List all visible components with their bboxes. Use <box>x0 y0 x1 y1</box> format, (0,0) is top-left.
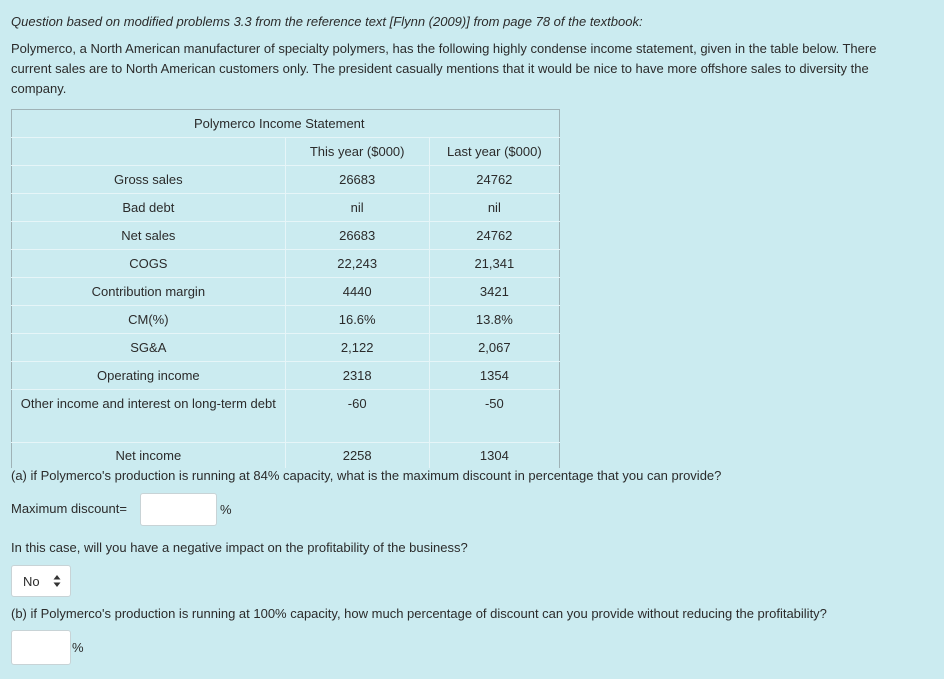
this-year-value: 2318 <box>285 362 429 390</box>
impact-select-value: No <box>23 573 40 589</box>
row-label: Contribution margin <box>12 278 286 306</box>
question-intro <box>11 12 931 99</box>
last-year-value: -50 <box>429 390 559 443</box>
table-row <box>12 278 560 306</box>
row-label: Bad debt <box>12 194 286 222</box>
select-arrows-icon <box>53 574 61 588</box>
last-year-value: nil <box>429 194 559 222</box>
header-this-year: This year ($000) <box>285 138 429 166</box>
table-title: Polymerco Income Statement <box>12 110 560 138</box>
row-label: Net sales <box>12 222 286 250</box>
last-year-value: 2,067 <box>429 334 559 362</box>
table-row <box>12 306 560 334</box>
question-impact-text: In this case, will you have a negative impact on the profitability of the business? <box>11 540 468 555</box>
table-row <box>12 194 560 222</box>
this-year-value: 2,122 <box>285 334 429 362</box>
table-row <box>12 222 560 250</box>
this-year-value: 26683 <box>285 222 429 250</box>
row-label-text: Other income and interest on long-term debt <box>20 396 276 411</box>
table-row <box>12 250 560 278</box>
maximum-discount-unit: % <box>220 502 232 517</box>
question-a-text: (a) if Polymerco's production is running at 84% capacity, what is the maximum discount in percentage that you can provide? <box>11 468 722 483</box>
table-title-row <box>12 110 560 138</box>
row-label: CM(%) <box>12 306 286 334</box>
row-label: Net income <box>115 448 182 463</box>
this-year-value: nil <box>285 194 429 222</box>
last-year-value: 24762 <box>429 166 559 194</box>
this-year-value: 26683 <box>285 166 429 194</box>
header-cell-empty <box>12 138 286 166</box>
table-row <box>12 334 560 362</box>
last-year-value: 21,341 <box>429 250 559 278</box>
this-year-value: 16.6% <box>285 306 429 334</box>
maximum-discount-label: Maximum discount= <box>11 501 127 516</box>
row-label: Gross sales <box>12 166 286 194</box>
question-source-title: Question based on modified problems 3.3 from the reference text [Flynn (2009)] from page 78 of the textbook: <box>11 14 643 29</box>
row-label: COGS <box>12 250 286 278</box>
income-statement-table <box>11 109 560 468</box>
table-row <box>12 166 560 194</box>
this-year-value: -60 <box>285 390 429 443</box>
impact-select[interactable] <box>11 565 71 597</box>
table-row <box>12 390 560 443</box>
this-year-value: 4440 <box>285 278 429 306</box>
maximum-discount-input[interactable] <box>140 493 217 526</box>
last-year-value: 24762 <box>429 222 559 250</box>
last-year-value: 1304 <box>429 443 559 469</box>
table-row <box>12 443 560 469</box>
this-year-value: 22,243 <box>285 250 429 278</box>
question-b-text: (b) if Polymerco's production is running at 100% capacity, how much percentage of discount can you provide without reducing the profitability? <box>11 606 827 621</box>
row-label: Operating income <box>12 362 286 390</box>
table-header-row <box>12 138 560 166</box>
last-year-value: 13.8% <box>429 306 559 334</box>
header-last-year: Last year ($000) <box>429 138 559 166</box>
last-year-value: 3421 <box>429 278 559 306</box>
discount-without-reducing-unit: % <box>72 640 84 655</box>
last-year-value: 1354 <box>429 362 559 390</box>
row-label <box>12 390 286 443</box>
table-row <box>12 362 560 390</box>
this-year-value: 2258 <box>285 443 429 469</box>
question-description: Polymerco, a North American manufacturer of specialty polymers, has the following highly condense income statement, given in the table below. There current sales are to North American customers only. The president casually mentions that it would be nice to have more offshore sales to diversity the company. <box>11 41 877 96</box>
discount-without-reducing-input[interactable] <box>11 630 71 665</box>
row-label: SG&A <box>12 334 286 362</box>
